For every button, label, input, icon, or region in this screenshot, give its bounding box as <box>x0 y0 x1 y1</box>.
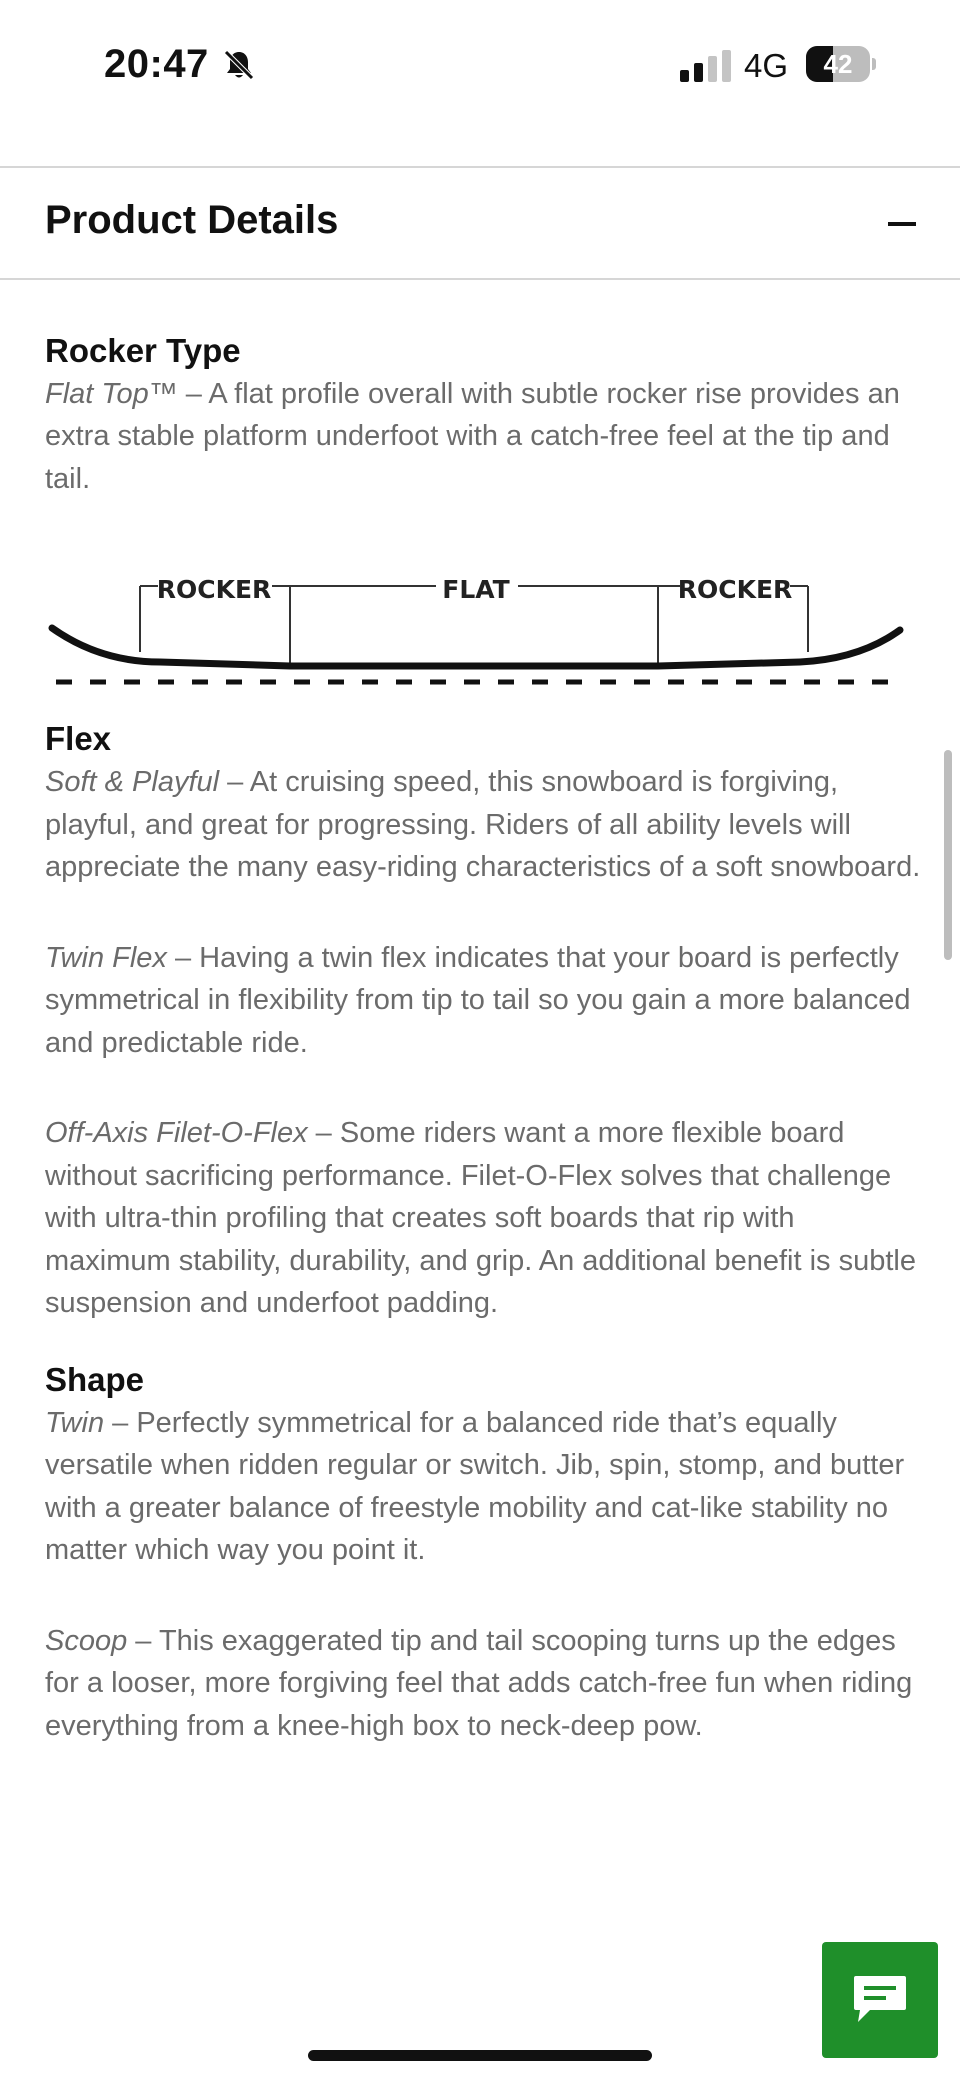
rocker-type-heading: Rocker Type <box>45 332 241 369</box>
flex-text: – Some riders want a more flexible board without sacrificing performance. Filet-O-Flex solves that challenge with ultra-thin profiling that creates soft boards that rip with maximum stability, durability, and grip. An additional benefit is subtle suspension and underfoot padding. <box>45 1117 916 1320</box>
rocker-right-label: ROCKER <box>677 575 793 605</box>
signal-icon <box>680 50 732 82</box>
shape-item <box>45 1402 925 1572</box>
rocker-left-label: ROCKER <box>156 575 272 605</box>
product-details-header[interactable] <box>0 166 960 280</box>
flex-text: – Having a twin flex indicates that your board is perfectly symmetrical in flexibility from tip to tail so you gain a more balanced and predictable ride. <box>45 941 911 1059</box>
chat-icon <box>852 1974 908 2026</box>
status-bar <box>0 0 960 130</box>
bell-slash-icon <box>222 48 256 82</box>
flex-term: Twin Flex <box>45 941 167 974</box>
shape-heading: Shape <box>45 1360 145 1398</box>
scrollbar[interactable] <box>944 750 952 960</box>
shape-term: Twin <box>45 1406 105 1439</box>
flex-item <box>45 937 925 1065</box>
flat-label: FLAT <box>442 575 510 605</box>
rocker-text: – A flat profile overall with subtle rocker rise provides an extra stable platform underfoot with a catch-free feel at the tip and tail. <box>45 377 900 495</box>
shape-text: – This exaggerated tip and tail scooping turns up the edges for a looser, more forgiving feel that adds catch-free fun when riding everything from a knee-high box to neck-deep pow. <box>45 1624 913 1742</box>
shape-item <box>45 1620 925 1748</box>
minus-icon <box>888 222 916 226</box>
home-indicator <box>308 2050 652 2061</box>
chat-button[interactable] <box>822 1942 938 2058</box>
section-title: Product Details <box>45 198 339 242</box>
rocker-profile-diagram <box>45 544 925 694</box>
collapse-button[interactable] <box>878 198 928 248</box>
battery-icon <box>806 46 874 82</box>
status-time: 20:47 <box>104 42 209 86</box>
flex-term: Off-Axis Filet-O-Flex <box>45 1117 308 1150</box>
flex-item <box>45 761 925 889</box>
battery-level: 42 <box>823 49 853 79</box>
flex-heading: Flex <box>45 720 112 758</box>
flex-text: – At cruising speed, this snowboard is forgiving, playful, and great for progressing. Riders of all ability levels will appreciate the many easy-riding characteristics of a soft snowboard. <box>45 766 921 884</box>
board-profile-line <box>52 628 900 666</box>
network-label: 4G <box>744 47 789 84</box>
shape-term: Scoop <box>45 1624 128 1657</box>
rocker-term: Flat Top™ <box>45 377 178 410</box>
product-details-content <box>45 330 925 1747</box>
flex-term: Soft & Playful <box>45 766 220 799</box>
flex-item <box>45 1112 925 1325</box>
shape-text: – Perfectly symmetrical for a balanced ride that’s equally versatile when ridden regular or switch. Jib, spin, stomp, and butter with a greater balance of freestyle mobility and cat-like stability no matter which way you point it. <box>45 1406 905 1567</box>
rocker-type-description <box>45 373 925 501</box>
